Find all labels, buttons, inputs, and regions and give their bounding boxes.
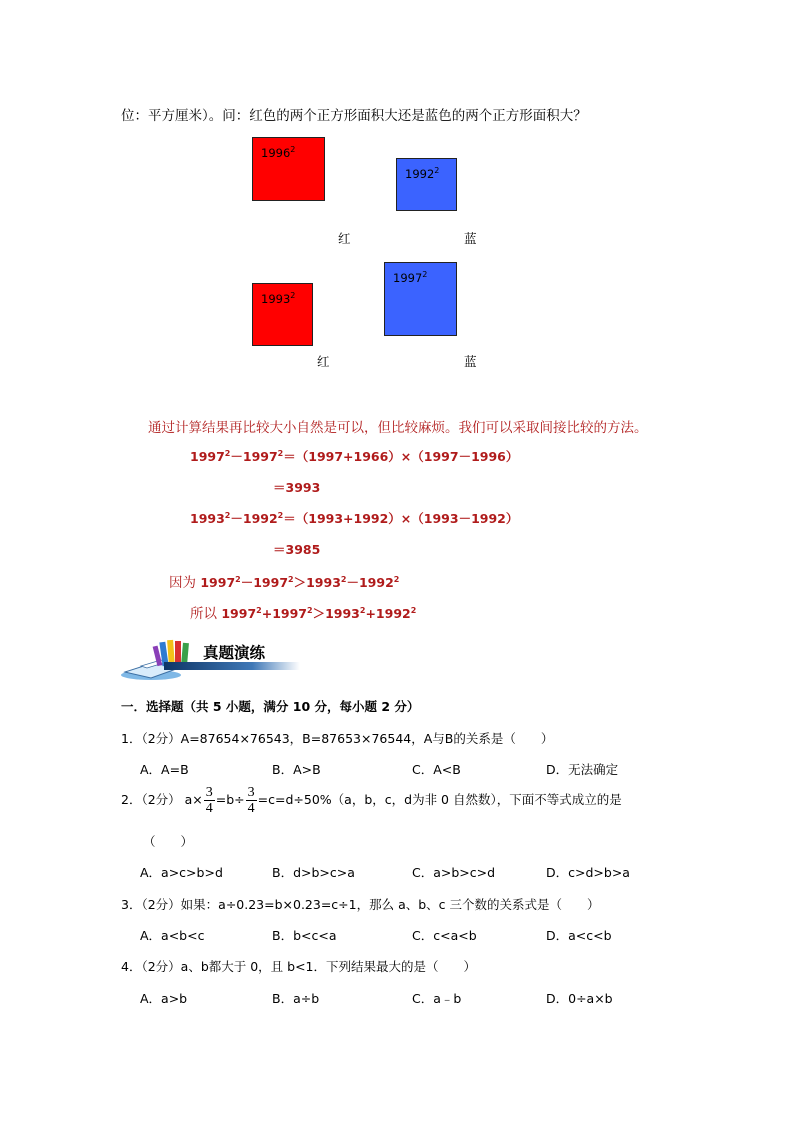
- question-2-option-b[interactable]: B．d>b>c>a: [272, 865, 355, 880]
- banner-underline: [164, 662, 300, 670]
- question-4-option-a[interactable]: A．a>b: [140, 991, 188, 1006]
- question-2-option-a[interactable]: A．a>c>b>d: [140, 865, 223, 880]
- intro-line: 位：平方厘米）。问：红色的两个正方形面积大还是蓝色的两个正方形面积大？: [121, 108, 587, 124]
- blue-square-1997: [384, 262, 457, 336]
- red-square-1993: [252, 283, 313, 346]
- question-2-stem-cont: （ ）: [143, 834, 194, 849]
- exponent: 2: [434, 166, 440, 176]
- question-1-option-a[interactable]: A．A=B: [140, 762, 189, 777]
- question-2-stem: 2．（2分） a× $\frac{3}{4}$ =b÷ $\frac{3}{4}$ =c=d÷50%（a，b，c，d为非 0 自然数），下面不等式成立的是: [121, 785, 622, 816]
- label-blue-2: 蓝: [464, 354, 477, 369]
- question-1-option-c[interactable]: C．A<B: [412, 762, 461, 777]
- question-2-option-d[interactable]: D．c>d>b>a: [546, 865, 630, 880]
- question-4-option-b[interactable]: B．a÷b: [272, 991, 320, 1006]
- square-label: 1993: [261, 292, 291, 306]
- label-red-2: 红: [317, 354, 330, 369]
- square-label: 1992: [405, 167, 435, 181]
- label-red-1: 红: [338, 231, 351, 246]
- banner-title: 真题演练: [203, 644, 266, 662]
- square-label: 1997: [393, 271, 423, 285]
- fraction: $\frac{3}{4}$: [205, 785, 213, 816]
- question-2-option-c[interactable]: C．a>b>c>d: [412, 865, 496, 880]
- blue-square-1992: [396, 158, 457, 211]
- question-1-option-d[interactable]: D．无法确定: [546, 762, 619, 777]
- equation-2-result: ＝3985: [273, 542, 321, 557]
- because-line: 因为 $1997^2-1997^2>1993^2-1992^2$: [169, 574, 400, 591]
- question-3-stem: 3．（2分）如果：a÷0.23=b×0.23=c÷1，那么 a、b、c 三个数的关系式是（ ）: [121, 897, 600, 912]
- equation-2: $1993^2-1992^2=(1993+1992)\times(1993-1992)$: [190, 510, 519, 526]
- red-square-1996: [252, 137, 325, 201]
- equation-1: $1997^2-1997^2=(1997+1966)\times(1997-1996)$: [190, 448, 519, 464]
- exponent: 2: [422, 270, 428, 280]
- question-3-option-b[interactable]: B．b<c<a: [272, 928, 337, 943]
- question-3-option-c[interactable]: C．c<a<b: [412, 928, 477, 943]
- question-1-option-b[interactable]: B．A>B: [272, 762, 321, 777]
- question-3-option-a[interactable]: A．a<b<c: [140, 928, 205, 943]
- explanation-sentence: 通过计算结果再比较大小自然是可以，但比较麻烦。我们可以采取间接比较的方法。: [148, 420, 648, 436]
- question-1-stem: 1．（2分）A=87654×76543，B=87653×76544，A与B的关系是（ ）: [121, 731, 554, 746]
- fraction: $\frac{3}{4}$: [247, 785, 255, 816]
- question-4-option-d[interactable]: D．0÷a×b: [546, 991, 613, 1006]
- so-line: 所以 $1997^2+1997^2>1993^2+1992^2$: [190, 605, 417, 622]
- equation-1-result: ＝3993: [273, 480, 321, 495]
- books-icon: [121, 636, 193, 682]
- exponent: 2: [290, 145, 296, 155]
- question-4-stem: 4．（2分）a、b都大于 0，且 b<1．下列结果最大的是（ ）: [121, 959, 477, 974]
- question-3-option-d[interactable]: D．a<c<b: [546, 928, 612, 943]
- question-4-option-c[interactable]: C．a﹣b: [412, 991, 462, 1006]
- section-heading: 一．选择题（共 5 小题，满分 10 分，每小题 2 分）: [121, 699, 420, 714]
- exponent: 2: [290, 291, 296, 301]
- label-blue-1: 蓝: [464, 231, 477, 246]
- square-label: 1996: [261, 146, 291, 160]
